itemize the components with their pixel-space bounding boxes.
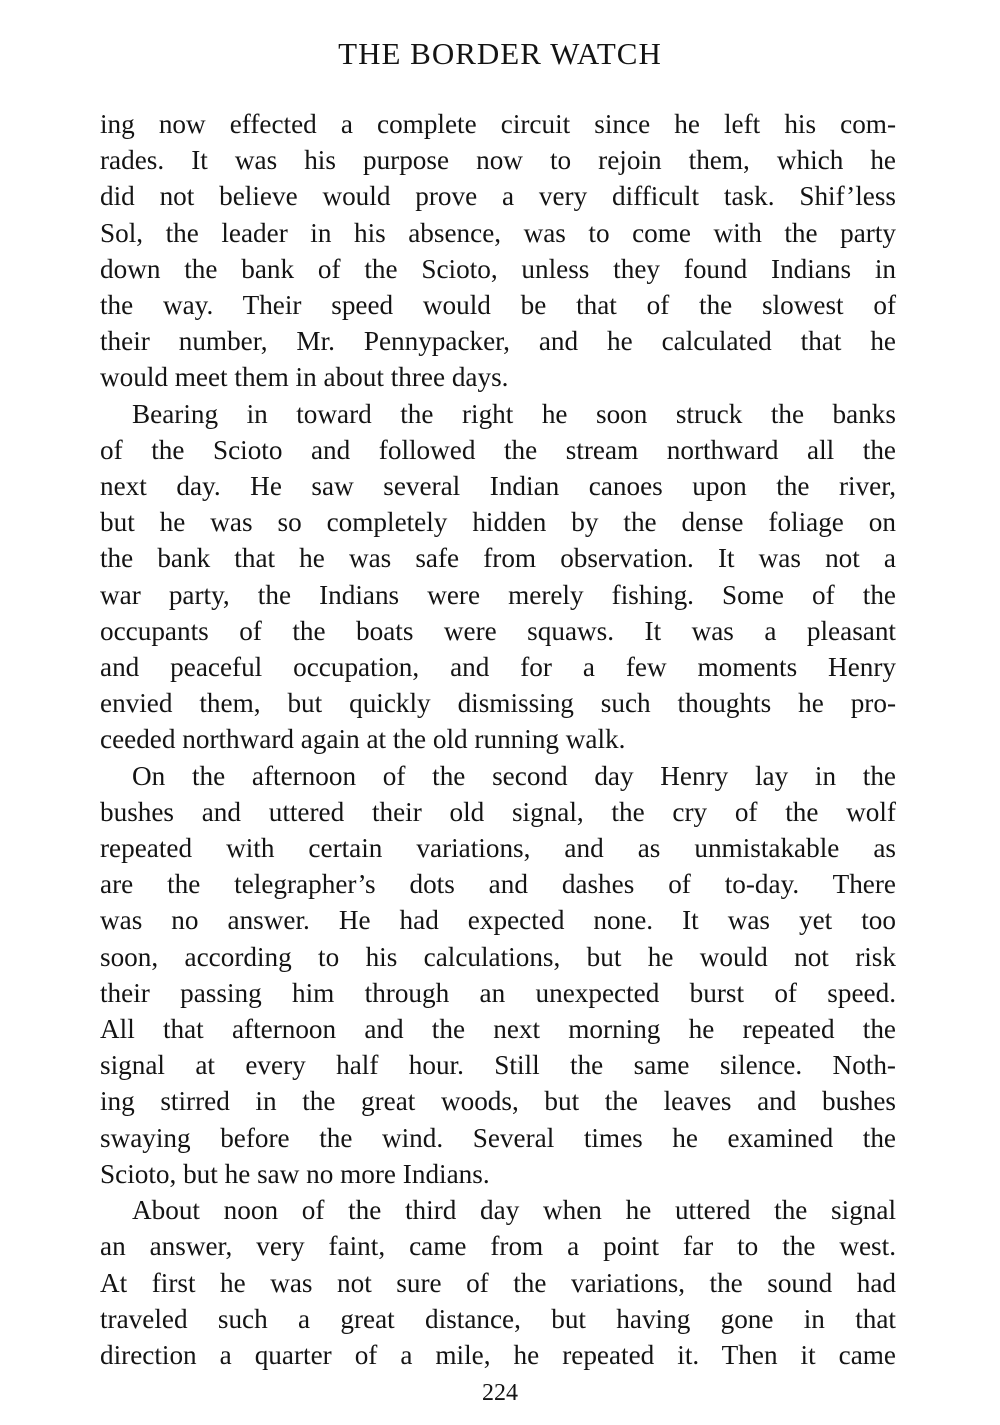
text-line: All that afternoon and the next morning he repeated the — [100, 1014, 896, 1045]
text-line: was no answer. He had expected none. It was yet too — [100, 905, 896, 936]
text-line: ing now effected a complete circuit since he left his com- — [100, 109, 896, 139]
running-head-title: THE BORDER WATCH — [338, 36, 662, 71]
text-line: traveled such a great distance, but having gone in that — [100, 1303, 896, 1334]
text-line: occupants of the boats were squaws. It was a pleasant — [100, 615, 896, 646]
text-line: rades. It was his purpose now to rejoin them, which he — [100, 145, 896, 176]
text-line: signal at every half hour. Still the same silence. Noth- — [100, 1050, 896, 1081]
text-line: Sol, the leader in his absence, was to come with the party — [100, 217, 896, 248]
text-line: soon, according to his calculations, but he would not risk — [100, 941, 896, 972]
text-line: and peaceful occupation, and for a few moments Henry — [100, 652, 896, 683]
text-line: the bank that he was safe from observation. It was not a — [100, 543, 896, 574]
paragraph-3 — [100, 758, 896, 1192]
text-line: swaying before the wind. Several times he examined the — [100, 1122, 896, 1153]
text-line: repeated with certain variations, and as unmistakable as — [100, 833, 896, 864]
text-line: war party, the Indians were merely fishing. Some of the — [100, 579, 896, 610]
page-number: 224 — [482, 1380, 518, 1406]
text-line: envied them, but quickly dismissing such thoughts he pro- — [100, 688, 896, 719]
text-line: On the afternoon of the second day Henry lay in the — [132, 760, 896, 791]
text-line: direction a quarter of a mile, he repeated it. Then it came — [100, 1339, 896, 1370]
text-line: At first he was not sure of the variations, the sound had — [100, 1267, 896, 1298]
text-line: ceeded northward again at the old running walk. — [100, 724, 626, 755]
text-line: of the Scioto and followed the stream northward all the — [100, 434, 896, 465]
text-line: would meet them in about three days. — [100, 362, 509, 393]
text-line: the way. Their speed would be that of the slowest of — [100, 290, 896, 321]
text-line: About noon of the third day when he uttered the signal — [132, 1195, 896, 1226]
text-line: their number, Mr. Pennypacker, and he calculated that he — [100, 326, 896, 357]
text-line: down the bank of the Scioto, unless they found Indians in — [100, 253, 896, 284]
text-line: their passing him through an unexpected burst of speed. — [100, 977, 896, 1008]
paragraph-1 — [100, 106, 896, 396]
paragraph-2 — [100, 396, 896, 758]
text-line: but he was so completely hidden by the dense foliage on — [100, 507, 896, 538]
text-line: next day. He saw several Indian canoes upon the river, — [100, 471, 896, 502]
text-line: Scioto, but he saw no more Indians. — [100, 1158, 490, 1189]
text-line: bushes and uttered their old signal, the cry of the wolf — [100, 796, 896, 827]
body-text — [100, 106, 896, 1373]
paragraph-4 — [100, 1192, 896, 1373]
text-line: ing stirred in the great woods, but the leaves and bushes — [100, 1086, 896, 1117]
text-line: did not believe would prove a very difficult task. Shif’less — [100, 181, 896, 212]
text-line: Bearing in toward the right he soon struck the banks — [132, 398, 896, 429]
text-line: an answer, very faint, came from a point far to the west. — [100, 1231, 896, 1262]
text-line: are the telegrapher’s dots and dashes of to-day. There — [100, 869, 896, 900]
